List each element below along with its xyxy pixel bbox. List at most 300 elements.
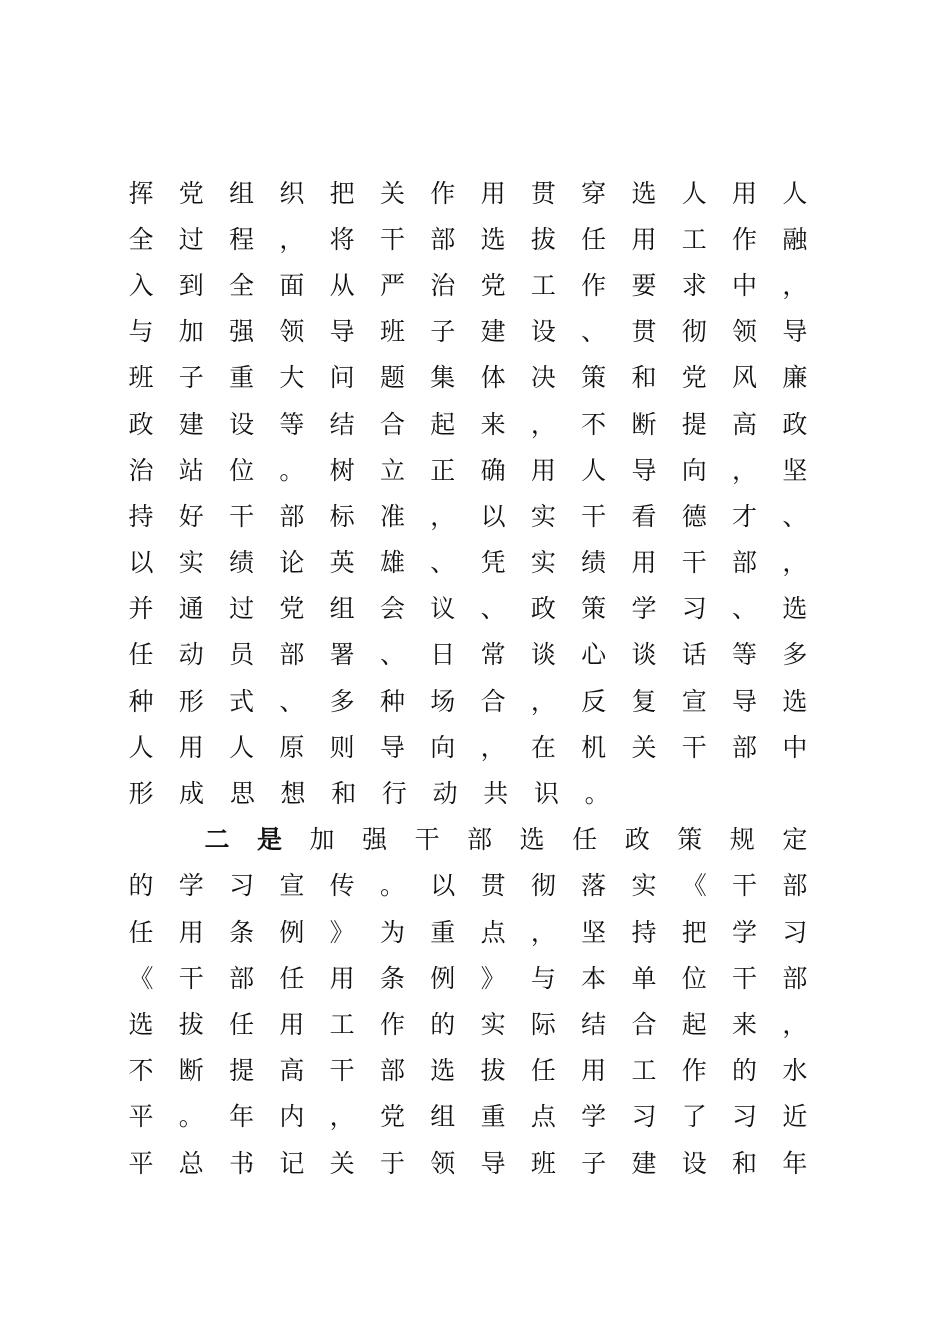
- text-char: 工: [329, 1009, 355, 1039]
- text-char: 任: [572, 825, 598, 855]
- text-char: 向: [430, 732, 456, 762]
- text-char: 以: [430, 871, 456, 901]
- text-char: 贯: [530, 178, 556, 208]
- text-char: 中: [782, 732, 808, 762]
- text-char: 习: [732, 1102, 758, 1132]
- text-char: 策: [677, 825, 703, 855]
- text-line: [128, 262, 808, 308]
- text-char: 等: [279, 409, 305, 439]
- text-char: 用: [178, 732, 204, 762]
- text-char: 宣: [279, 871, 305, 901]
- text-char: 人: [128, 732, 154, 762]
- text-char: 用: [178, 917, 204, 947]
- text-char: 从: [329, 270, 355, 300]
- text-char: 高: [279, 1056, 305, 1086]
- text-char: 在: [530, 732, 556, 762]
- text-char: 点: [530, 1102, 556, 1132]
- text-char: 求: [681, 270, 707, 300]
- text-line: [128, 586, 808, 632]
- text-char: 确: [480, 455, 506, 485]
- text-char: 建: [480, 317, 506, 347]
- text-char: 加: [309, 825, 335, 855]
- text-char: 》: [329, 917, 355, 947]
- text-char: 谈: [631, 640, 657, 670]
- text-char: 场: [430, 686, 456, 716]
- text-char: 子: [430, 317, 456, 347]
- text-char: 绩: [581, 548, 607, 578]
- text-char: 共: [483, 779, 509, 809]
- text-char: 年: [229, 1102, 255, 1132]
- text-char: 干: [178, 963, 204, 993]
- text-char: 式: [229, 686, 255, 716]
- text-char: 策: [581, 594, 607, 624]
- text-char: 起: [681, 1009, 707, 1039]
- text-char: 、: [430, 548, 456, 578]
- text-char: 强: [362, 825, 388, 855]
- text-line: [128, 1001, 808, 1047]
- text-char: 正: [430, 455, 456, 485]
- text-line: [128, 632, 808, 678]
- text-char: 、: [279, 686, 305, 716]
- text-char: 机: [581, 732, 607, 762]
- text-char: 动: [178, 640, 204, 670]
- text-char: 与: [530, 963, 556, 993]
- text-char: 选: [519, 825, 545, 855]
- text-char: 向: [681, 455, 707, 485]
- text-char: 起: [430, 409, 456, 439]
- text-char: 关: [631, 732, 657, 762]
- text-char: 标: [329, 501, 355, 531]
- text-char: 反: [581, 686, 607, 716]
- text-char: 人: [681, 178, 707, 208]
- text-char: 用: [329, 963, 355, 993]
- text-char: 总: [178, 1148, 204, 1178]
- text-char: 看: [631, 501, 657, 531]
- text-char: 成: [179, 779, 205, 809]
- text-char: 论: [279, 548, 305, 578]
- text-char: 谈: [530, 640, 556, 670]
- text-char: ，: [732, 455, 758, 485]
- text-char: 严: [379, 270, 405, 300]
- text-char: 合: [379, 409, 405, 439]
- text-char: 实: [530, 548, 556, 578]
- text-char: 凭: [480, 548, 506, 578]
- text-char: 才: [732, 501, 758, 531]
- text-char: 选: [430, 1056, 456, 1086]
- text-char: 于: [379, 1148, 405, 1178]
- text-char: 点: [480, 917, 506, 947]
- text-char: 和: [331, 779, 357, 809]
- text-char: 习: [681, 594, 707, 624]
- text-char: 风: [732, 363, 758, 393]
- text-line: [128, 309, 808, 355]
- text-char: 了: [681, 1102, 707, 1132]
- text-char: 选: [782, 686, 808, 716]
- text-char: ，: [530, 917, 556, 947]
- text-char: 用: [530, 455, 556, 485]
- text-char: 习: [631, 1102, 657, 1132]
- text-char: 坚: [581, 917, 607, 947]
- text-char: 想: [280, 779, 306, 809]
- text-char: 作: [732, 224, 758, 254]
- text-char: 导: [379, 732, 405, 762]
- text-line: [128, 355, 808, 401]
- text-char: 部: [732, 548, 758, 578]
- text-char: 识: [533, 779, 559, 809]
- text-line: [128, 863, 808, 909]
- text-char: 人: [581, 455, 607, 485]
- text-char: 建: [631, 1148, 657, 1178]
- text-char: 例: [279, 917, 305, 947]
- text-char: 部: [782, 871, 808, 901]
- text-char: 署: [329, 640, 355, 670]
- text-char: 挥: [128, 178, 154, 208]
- text-char: 人: [782, 178, 808, 208]
- text-char: 干: [732, 963, 758, 993]
- text-char: 导: [329, 317, 355, 347]
- text-char: 部: [467, 825, 493, 855]
- text-char: 班: [128, 363, 154, 393]
- bold-char: 二: [204, 825, 230, 855]
- text-char: 作: [430, 178, 456, 208]
- text-char: 话: [681, 640, 707, 670]
- text-char: 本: [581, 963, 607, 993]
- text-char: 作: [379, 1009, 405, 1039]
- text-char: 实: [480, 1009, 506, 1039]
- text-char: 坚: [782, 455, 808, 485]
- text-char: 原: [279, 732, 305, 762]
- text-char: 会: [379, 594, 405, 624]
- text-char: 任: [229, 1009, 255, 1039]
- text-char: 部: [430, 224, 456, 254]
- text-char: 政: [530, 594, 556, 624]
- text-char: 心: [581, 640, 607, 670]
- text-char: 导: [631, 455, 657, 485]
- text-char: 与: [128, 317, 154, 347]
- text-char: 用: [581, 1056, 607, 1086]
- text-char: 习: [229, 871, 255, 901]
- body-text: [128, 170, 808, 1186]
- text-char: 思: [229, 779, 255, 809]
- text-char: 《: [681, 871, 707, 901]
- text-char: 领: [430, 1148, 456, 1178]
- text-char: 加: [178, 317, 204, 347]
- text-char: 用: [279, 1009, 305, 1039]
- text-line: [128, 493, 808, 539]
- text-char: 组: [229, 178, 255, 208]
- text-char: 体: [480, 363, 506, 393]
- text-char: 任: [530, 1056, 556, 1086]
- text-char: 。: [279, 455, 305, 485]
- text-char: 结: [329, 409, 355, 439]
- text-char: 不: [128, 1056, 154, 1086]
- text-char: 党: [681, 363, 707, 393]
- text-line: [128, 678, 808, 724]
- text-char: 来: [732, 1009, 758, 1039]
- text-char: 学: [178, 871, 204, 901]
- text-char: 关: [329, 1148, 355, 1178]
- text-char: 。: [178, 1102, 204, 1132]
- text-char: 、: [379, 640, 405, 670]
- text-char: 雄: [379, 548, 405, 578]
- text-char: 通: [178, 594, 204, 624]
- text-line: [128, 724, 808, 770]
- text-line: [128, 540, 808, 586]
- text-char: 任: [128, 917, 154, 947]
- text-char: ，: [782, 1009, 808, 1039]
- text-char: 平: [128, 1148, 154, 1178]
- text-char: 织: [279, 178, 305, 208]
- text-char: 条: [229, 917, 255, 947]
- text-char: 年: [782, 1148, 808, 1178]
- text-char: 部: [782, 963, 808, 993]
- text-char: 将: [329, 224, 355, 254]
- bold-char: 是: [257, 825, 283, 855]
- text-line: [128, 1140, 808, 1186]
- text-char: 大: [279, 363, 305, 393]
- text-char: 的: [430, 1009, 456, 1039]
- text-char: 过: [178, 224, 204, 254]
- text-char: 学: [732, 917, 758, 947]
- text-char: 选: [128, 1009, 154, 1039]
- text-char: 形: [178, 686, 204, 716]
- text-char: 政: [624, 825, 650, 855]
- text-char: 等: [732, 640, 758, 670]
- text-char: 和: [732, 1148, 758, 1178]
- text-char: 书: [229, 1148, 255, 1178]
- text-char: 记: [279, 1148, 305, 1178]
- text-char: 穿: [581, 178, 607, 208]
- text-char: 设: [681, 1148, 707, 1178]
- text-char: ，: [530, 409, 556, 439]
- text-char: 绩: [229, 548, 255, 578]
- text-char: ，: [279, 224, 305, 254]
- text-char: 政: [782, 409, 808, 439]
- text-char: 树: [329, 455, 355, 485]
- text-char: 行: [381, 779, 407, 809]
- text-char: 持: [128, 501, 154, 531]
- text-char: 廉: [782, 363, 808, 393]
- text-char: ，: [430, 501, 456, 531]
- text-char: 把: [329, 178, 355, 208]
- text-char: 重: [229, 363, 255, 393]
- text-char: 习: [782, 917, 808, 947]
- text-char: 入: [128, 270, 154, 300]
- text-char: 以: [128, 548, 154, 578]
- text-char: 党: [480, 270, 506, 300]
- text-char: 、: [732, 594, 758, 624]
- text-char: ，: [782, 548, 808, 578]
- text-char: 平: [128, 1102, 154, 1132]
- text-char: 彻: [681, 317, 707, 347]
- text-char: 政: [128, 409, 154, 439]
- text-char: 贯: [631, 317, 657, 347]
- text-char: 传: [329, 871, 355, 901]
- text-char: 的: [128, 871, 154, 901]
- text-char: 要: [631, 270, 657, 300]
- text-char: 常: [480, 640, 506, 670]
- text-char: 部: [732, 732, 758, 762]
- text-char: 种: [379, 686, 405, 716]
- text-char: 干: [414, 825, 440, 855]
- text-char: 部: [279, 501, 305, 531]
- text-char: 组: [329, 594, 355, 624]
- text-char: 位: [681, 963, 707, 993]
- text-char: 立: [379, 455, 405, 485]
- text-char: 子: [178, 363, 204, 393]
- text-char: 拔: [178, 1009, 204, 1039]
- text-char: 班: [530, 1148, 556, 1178]
- text-char: 融: [782, 224, 808, 254]
- text-char: 位: [229, 455, 255, 485]
- text-char: 建: [178, 409, 204, 439]
- text-char: 拔: [530, 224, 556, 254]
- text-char: 任: [128, 640, 154, 670]
- text-char: 合: [631, 1009, 657, 1039]
- text-char: 单: [631, 963, 657, 993]
- text-char: 持: [631, 917, 657, 947]
- text-char: 实: [178, 548, 204, 578]
- text-char: 以: [480, 501, 506, 531]
- text-char: 部: [279, 640, 305, 670]
- text-char: 英: [329, 548, 355, 578]
- text-char: 任: [279, 963, 305, 993]
- text-char: 工: [530, 270, 556, 300]
- text-char: 准: [379, 501, 405, 531]
- text-char: 选: [782, 594, 808, 624]
- text-char: 实: [631, 871, 657, 901]
- text-char: 复: [631, 686, 657, 716]
- text-char: 治: [128, 455, 154, 485]
- text-line: [128, 909, 808, 955]
- text-char: 部: [379, 1056, 405, 1086]
- text-char: 中: [732, 270, 758, 300]
- text-char: 用: [631, 548, 657, 578]
- text-char: 水: [782, 1056, 808, 1086]
- text-char: 提: [681, 409, 707, 439]
- text-char: 干: [581, 501, 607, 531]
- text-char: 党: [178, 178, 204, 208]
- text-char: 用: [631, 224, 657, 254]
- text-char: 把: [681, 917, 707, 947]
- text-char: 、: [581, 317, 607, 347]
- text-char: 断: [178, 1056, 204, 1086]
- text-char: 干: [681, 732, 707, 762]
- text-char: 并: [128, 594, 154, 624]
- text-line: [128, 817, 808, 863]
- text-char: 、: [782, 501, 808, 531]
- text-char: 用: [732, 178, 758, 208]
- text-char: 议: [430, 594, 456, 624]
- text-char: 》: [480, 963, 506, 993]
- text-char: 部: [229, 963, 255, 993]
- text-char: 实: [530, 501, 556, 531]
- text-char: 策: [581, 363, 607, 393]
- text-char: 的: [732, 1056, 758, 1086]
- text-line: [128, 1048, 808, 1094]
- text-char: 站: [178, 455, 204, 485]
- text-char: 。: [379, 871, 405, 901]
- text-char: 领: [279, 317, 305, 347]
- text-char: 学: [581, 1102, 607, 1132]
- text-char: 领: [732, 317, 758, 347]
- text-char: 条: [379, 963, 405, 993]
- text-char: 提: [229, 1056, 255, 1086]
- text-char: 干: [681, 548, 707, 578]
- text-char: 。: [584, 779, 610, 809]
- text-char: 贯: [480, 871, 506, 901]
- text-char: 子: [581, 1148, 607, 1178]
- text-char: 重: [430, 917, 456, 947]
- text-char: 则: [329, 732, 355, 762]
- text-char: 党: [279, 594, 305, 624]
- text-char: 和: [631, 363, 657, 393]
- text-char: 作: [581, 270, 607, 300]
- text-char: 设: [229, 409, 255, 439]
- text-char: 设: [530, 317, 556, 347]
- text-char: 关: [379, 178, 405, 208]
- text-char: 多: [782, 640, 808, 670]
- text-char: 选: [480, 224, 506, 254]
- text-line: [128, 955, 808, 1001]
- text-char: 导: [732, 686, 758, 716]
- text-char: 集: [430, 363, 456, 393]
- text-char: 彻: [530, 871, 556, 901]
- text-char: 多: [329, 686, 355, 716]
- text-char: 定: [782, 825, 808, 855]
- text-char: ，: [329, 1102, 355, 1132]
- text-char: 员: [229, 640, 255, 670]
- text-char: 日: [430, 640, 456, 670]
- text-char: 用: [480, 178, 506, 208]
- text-char: 导: [782, 317, 808, 347]
- text-char: 落: [581, 871, 607, 901]
- text-char: 问: [329, 363, 355, 393]
- text-char: 为: [379, 917, 405, 947]
- text-char: 程: [229, 224, 255, 254]
- text-char: 干: [329, 1056, 355, 1086]
- text-char: 动: [432, 779, 458, 809]
- text-char: 任: [581, 224, 607, 254]
- text-char: 合: [480, 686, 506, 716]
- text-char: ，: [480, 732, 506, 762]
- text-char: 干: [379, 224, 405, 254]
- text-char: 班: [379, 317, 405, 347]
- text-char: 全: [128, 224, 154, 254]
- text-char: 作: [681, 1056, 707, 1086]
- text-char: 工: [681, 224, 707, 254]
- text-char: 不: [581, 409, 607, 439]
- text-char: 强: [229, 317, 255, 347]
- text-char: 组: [430, 1102, 456, 1132]
- text-char: 际: [530, 1009, 556, 1039]
- text-char: 干: [732, 871, 758, 901]
- text-char: 、: [480, 594, 506, 624]
- text-char: 全: [229, 270, 255, 300]
- text-char: 例: [430, 963, 456, 993]
- text-char: ，: [782, 270, 808, 300]
- text-line: [128, 170, 808, 216]
- text-line: [128, 770, 808, 816]
- text-char: 来: [480, 409, 506, 439]
- text-char: 选: [631, 178, 657, 208]
- text-char: 种: [128, 686, 154, 716]
- text-char: ，: [530, 686, 556, 716]
- text-char: 过: [229, 594, 255, 624]
- text-char: 重: [480, 1102, 506, 1132]
- text-char: 内: [279, 1102, 305, 1132]
- text-char: 题: [379, 363, 405, 393]
